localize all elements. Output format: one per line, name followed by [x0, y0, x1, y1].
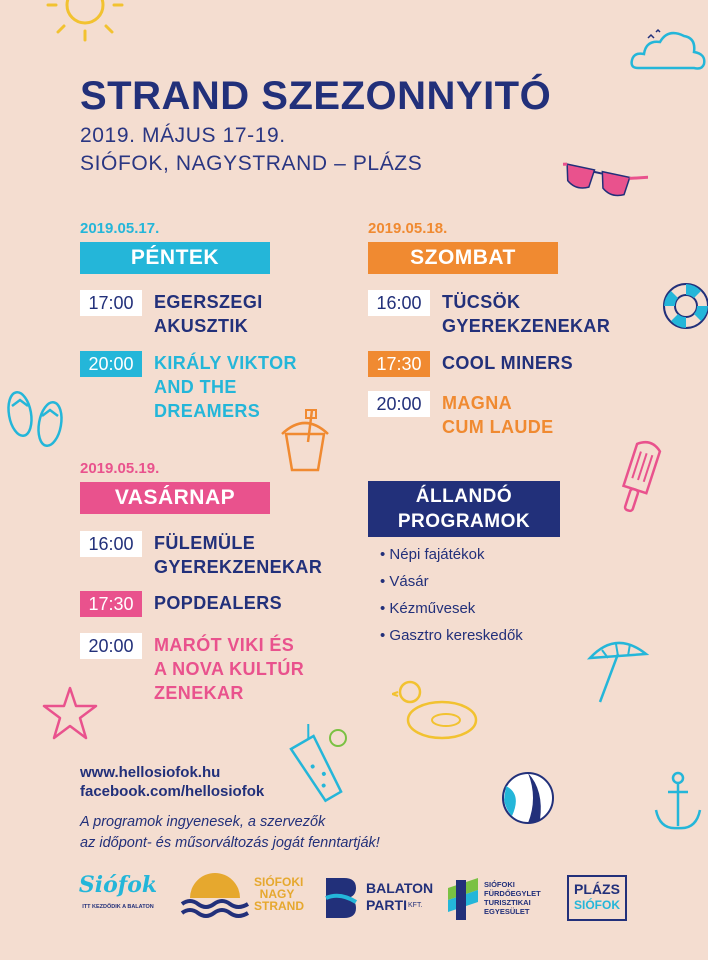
event-location: SIÓFOK, NAGYSTRAND – PLÁZS	[80, 152, 423, 175]
sunglasses-icon	[558, 158, 648, 208]
saturday-event-1-act: TÜCSÖK GYEREKZENEKAR	[442, 292, 611, 336]
nagystrand-logo	[180, 872, 304, 925]
flip-flops-icon	[2, 388, 72, 454]
friday-event-2-time: 20:00	[80, 351, 142, 377]
starfish-icon	[42, 686, 98, 742]
friday-date: 2019.05.17.	[80, 220, 160, 237]
list-item: • Gasztro kereskedők	[380, 626, 523, 653]
facebook-link[interactable]: facebook.com/hellosiofok	[80, 783, 265, 800]
saturday-event-2-act: COOL MINERS	[442, 353, 574, 373]
sun-icon	[40, 0, 130, 45]
cloud-icon	[628, 24, 708, 74]
permanent-programs-list	[380, 545, 523, 653]
friday-heading: PÉNTEK	[80, 242, 270, 274]
saturday-date: 2019.05.18.	[368, 220, 448, 237]
lifebuoy-icon	[660, 278, 708, 334]
furdoegylet-tower-icon	[446, 874, 480, 920]
plazs-logo	[567, 875, 627, 921]
event-dates: 2019. MÁJUS 17-19.	[80, 124, 286, 147]
furdoegylet-logo	[446, 874, 541, 925]
furdoegylet-logo-text: SIÓFOKI FÜRDŐEGYLET TURISZTIKAI EGYESÜLET	[484, 880, 541, 916]
plazs-logo-line2: SIÓFOK	[573, 898, 620, 912]
balatonparti-logo	[324, 876, 434, 925]
saturday-event-1-time: 16:00	[368, 290, 430, 316]
saturday-event-3-act: MAGNA CUM LAUDE	[442, 393, 554, 437]
balatonparti-logo-text: BALATON PARTI	[366, 880, 434, 913]
page-title: STRAND SZEZONNYITÓ	[80, 74, 552, 118]
sunday-event-1-time: 16:00	[80, 531, 142, 557]
website-link[interactable]: www.hellosiofok.hu	[80, 764, 221, 781]
siofok-logo	[76, 872, 160, 910]
anchor-icon	[650, 770, 706, 836]
saturday-event-3-time: 20:00	[368, 391, 430, 417]
umbrella-icon	[586, 636, 652, 706]
siofok-logo-tagline: ITT KEZDŐDIK A BALATON	[82, 904, 154, 910]
sunday-event-2-act: POPDEALERS	[154, 593, 283, 613]
nagystrand-logo-text: SIÓFOKI NAGY STRAND	[254, 875, 304, 913]
beach-ball-icon	[500, 770, 556, 826]
plazs-logo-line1: PLÁZS	[574, 881, 620, 897]
cocktail-glass-icon	[282, 724, 352, 804]
sunday-date: 2019.05.19.	[80, 460, 160, 477]
list-item: • Népi fajátékok	[380, 545, 523, 572]
sunday-event-2-time: 17:30	[80, 591, 142, 617]
permanent-programs-heading: ÁLLANDÓ PROGRAMOK	[368, 481, 560, 537]
nagystrand-sun-wave-icon	[180, 872, 250, 920]
list-item: • Vásár	[380, 572, 523, 599]
sunday-event-3-act: MARÓT VIKI ÉS A NOVA KULTÚR ZENEKAR	[154, 635, 305, 703]
friday-event-2-act: KIRÁLY VIKTOR AND THE DREAMERS	[154, 353, 297, 421]
saturday-event-2-time: 17:30	[368, 351, 430, 377]
list-item: • Kézművesek	[380, 599, 523, 626]
friday-event-1-time: 17:00	[80, 290, 142, 316]
balatonparti-b-icon	[324, 876, 358, 920]
rubber-duck-ring-icon	[392, 676, 482, 742]
balatonparti-logo-suffix: KFT.	[408, 902, 423, 909]
disclaimer-note: A programok ingyenesek, a szervezők az időpont- és műsorváltozás jogát fenntartják!	[80, 814, 380, 851]
sunday-heading: VASÁRNAP	[80, 482, 270, 514]
sunday-event-3-time: 20:00	[80, 633, 142, 659]
saturday-heading: SZOMBAT	[368, 242, 558, 274]
popsicle-icon	[610, 440, 666, 520]
friday-event-1-act: EGERSZEGI AKUSZTIK	[154, 292, 263, 336]
sunday-event-1-act: FÜLEMÜLE GYEREKZENEKAR	[154, 533, 323, 577]
siofok-logo-name: Siófok	[78, 872, 158, 898]
